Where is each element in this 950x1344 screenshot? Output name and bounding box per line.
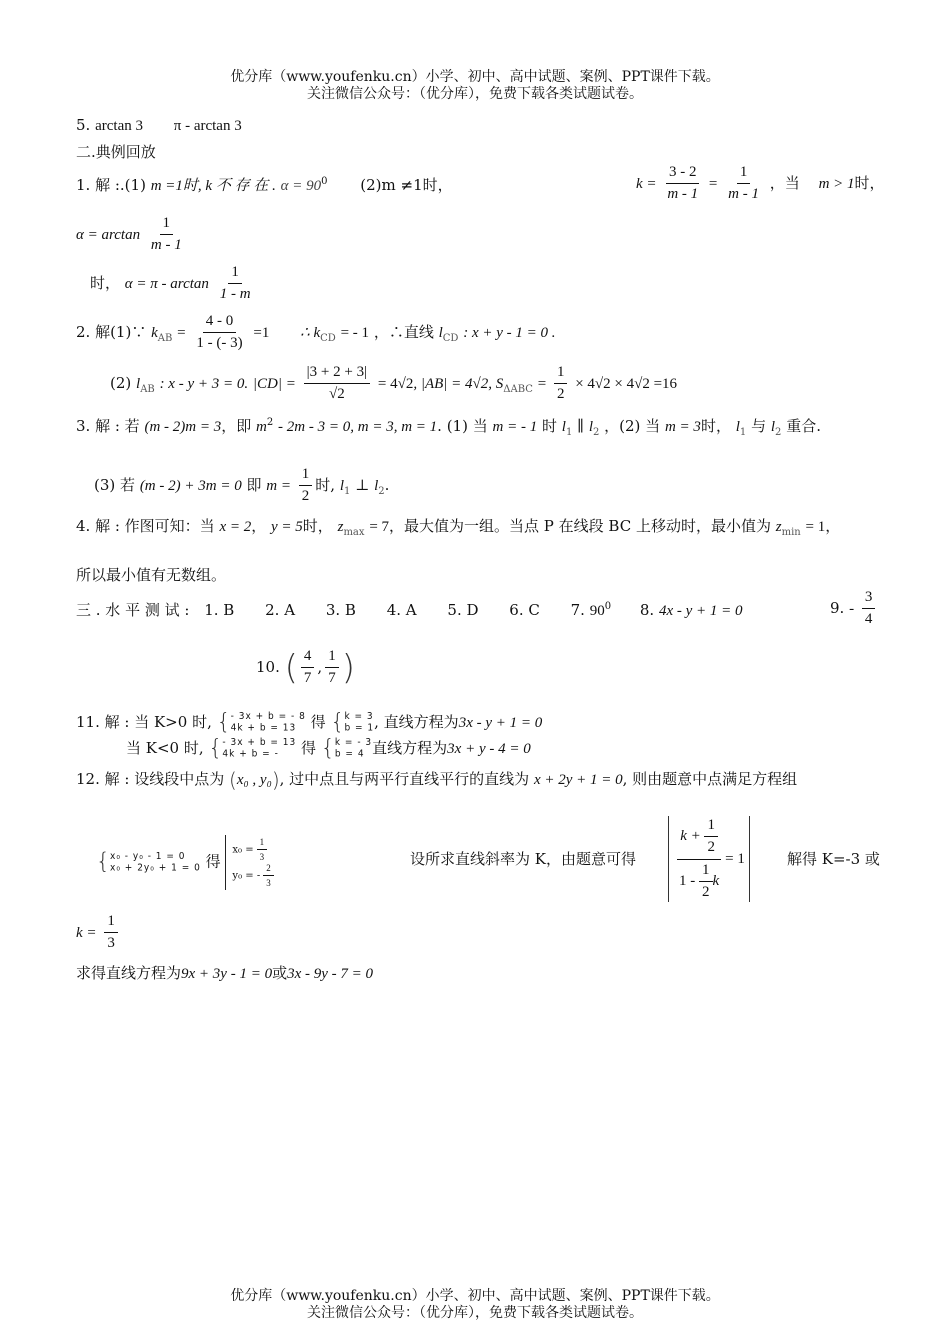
fraction: $\frac{|3 + 2 + 3|}{√2}$ [304, 364, 370, 404]
equation-system: - 3x + b = - 8 4k + b = 13 [230, 711, 306, 734]
example-1-pi-arctan: 时， α = π - arctan $\frac{1}{1 - m}$ [90, 264, 257, 304]
page-header-line2: 关注微信公众号：（优分库），免费下载各类试题试卷。 [307, 86, 643, 102]
answer-12-k-value: k = $\frac{1}{3}$ [76, 913, 121, 953]
fraction: $\frac{1}{m - 1}$ [728, 164, 759, 203]
section-2-title: 二.典例回放 [76, 143, 156, 161]
section-3-title: 三 . 水 平 测 试 : [76, 601, 190, 619]
equation-system: x₀ - y₀ - 1 = 0 x₀ + 2y₀ + 1 = 0 [110, 851, 201, 874]
example-1-line1: 1. 解 :.(1) m =1时, k 不 存 在 . $\alpha = 90^0$ (2)m ≠1时， [76, 176, 453, 194]
page-footer-line1: 优分库（www.youfenku.cn）小学、初中、高中试题、案例、PPT课件下载。 [230, 1288, 720, 1304]
section-3-answer-10: 10. ( $\frac{4}{7}$ , $\frac{1}{7}$ ) [256, 647, 355, 688]
fraction: $\frac{3}{4}$ [862, 589, 876, 629]
section-3-answers: 三 . 水 平 测 试 : 1. B 2. A 3. B 4. A 5. D 6. C 7. $90^0$ 8. 4x - y + 1 = 0 [76, 601, 743, 619]
fraction: k + $\frac{1}{2}$ 1 - $\frac{1}{2}$ k [679, 817, 720, 900]
page-header-line1: 优分库（www.youfenku.cn）小学、初中、高中试题、案例、PPT课件下载。 [230, 69, 720, 85]
example-3-line1: 3. 解 : 若 (m - 2)m = 3，即 $m^2 - 2m - 3 = 0$, m = 3, m = 1. (1) 当 m = - 1 时 $l_1$ ∥ $l_2$ ，(2) 当 m = 3时， $l_1$ 与 $l_2$ 重合. [76, 417, 821, 438]
answer-12-final: 求得直线方程为9x + 3y - 1 = 0或3x - 9y - 7 = 0 [76, 964, 374, 982]
fraction: $\frac{1}{2}$ [299, 466, 313, 506]
example-4-line2: 所以最小值有无数组。 [76, 566, 227, 584]
answer-12-system: { x₀ - y₀ - 1 = 0 x₀ + 2y₀ + 1 = 0 得 x₀ = $\frac{1}{3}$ y₀ = - $\frac{2}{3}$ [96, 835, 283, 890]
equation-system: - 3x + b = 13 4k + b = - [222, 737, 297, 760]
answer-q5: 5. arctan 3 π - arctan 3 [76, 116, 242, 134]
fraction: $\frac{1}{2}$ [554, 364, 568, 404]
answer-12-result-text: 解得 K=-3 或 [787, 850, 880, 868]
example-1-arctan: α = arctan $\frac{1}{m - 1}$ [76, 215, 188, 255]
fraction: $\frac{4}{7}$ [301, 648, 315, 688]
fraction: $\frac{1}{7}$ [325, 648, 339, 688]
answer-12-slope-text: 设所求直线斜率为 K，由题意可得 [410, 850, 636, 868]
example-4-line1: 4. 解 : 作图可知：当 x = 2， y = 5时， $z_{max} = 7$，最大值为一组。当点 P 在线段 BC 上移动时，最小值为 $z_{min} = 1$， [76, 517, 841, 538]
fraction: $\frac{1}{1 - m}$ [219, 264, 251, 303]
example-3-line2: (3) 若 (m - 2) + 3m = 0 即 m = $\frac{1}{2}$ 时, $l_1$ ⊥ $l_2$. [94, 466, 390, 505]
answer-12-line1: 12. 解 : 设线段中点为 (x₀ , y₀), 过中点且与两平行直线平行的直线为 x + 2y + 1 = 0, 则由题意中点满足方程组 [76, 768, 798, 792]
fraction: $\frac{3 - 2}{m - 1}$ [667, 164, 699, 203]
equation-system-result: x₀ = $\frac{1}{3}$ y₀ = - $\frac{2}{3}$ [225, 835, 282, 890]
fraction: $\frac{1}{m - 1}$ [150, 215, 182, 254]
answer-11-case1: 11. 解 : 当 K>0 时, { - 3x + b = - 8 4k + b = 13 得 { k = 3 b = 1 , 直线方程为3x - y + 1 = 0 [76, 710, 543, 735]
fraction: $\frac{1}{3}$ [104, 913, 118, 953]
example-2-line2: (2) $l_{AB}$ : x - y + 3 = 0. |CD| = $\frac{|3 + 2 + 3|}{√2}$ = 4√2, |AB| = 4√2, $S_{\Delta ABC}$ = $\frac{1}{2}$ × 4√2 × 4√2 =16 [110, 364, 678, 403]
page-footer-line2: 关注微信公众号：（优分库），免费下载各类试题试卷。 [307, 1305, 643, 1321]
equation-system: k = - 3 b = 4 [334, 737, 373, 760]
answer-12-abs-expression: k + $\frac{1}{2}$ 1 - $\frac{1}{2}$ k = 1 [668, 816, 750, 902]
example-1-slope: k = $\frac{3 - 2}{m - 1}$ = $\frac{1}{m - 1}$ ，当 m > 1时， [636, 164, 885, 203]
fraction: $\frac{4 - 0}{1 - (- 3)}$ [196, 313, 243, 352]
equation-system: k = 3 b = 1 [344, 711, 375, 734]
example-2-line1: 2. 解(1)∵ $k_{AB}$ = $\frac{4 - 0}{1 - (- 3)}$ =1 ∴ $k_{CD}$ = - 1 ，∴直线 $l_{CD}$ : x + y - 1 = 0 . [76, 313, 556, 352]
section-3-answer-9: 9. - $\frac{3}{4}$ [830, 589, 878, 629]
answer-11-case2: 当 K<0 时, { - 3x + b = 13 4k + b = - 得 { k = - 3 b = 4 直线方程为3x + y - 4 = 0 [126, 736, 531, 761]
